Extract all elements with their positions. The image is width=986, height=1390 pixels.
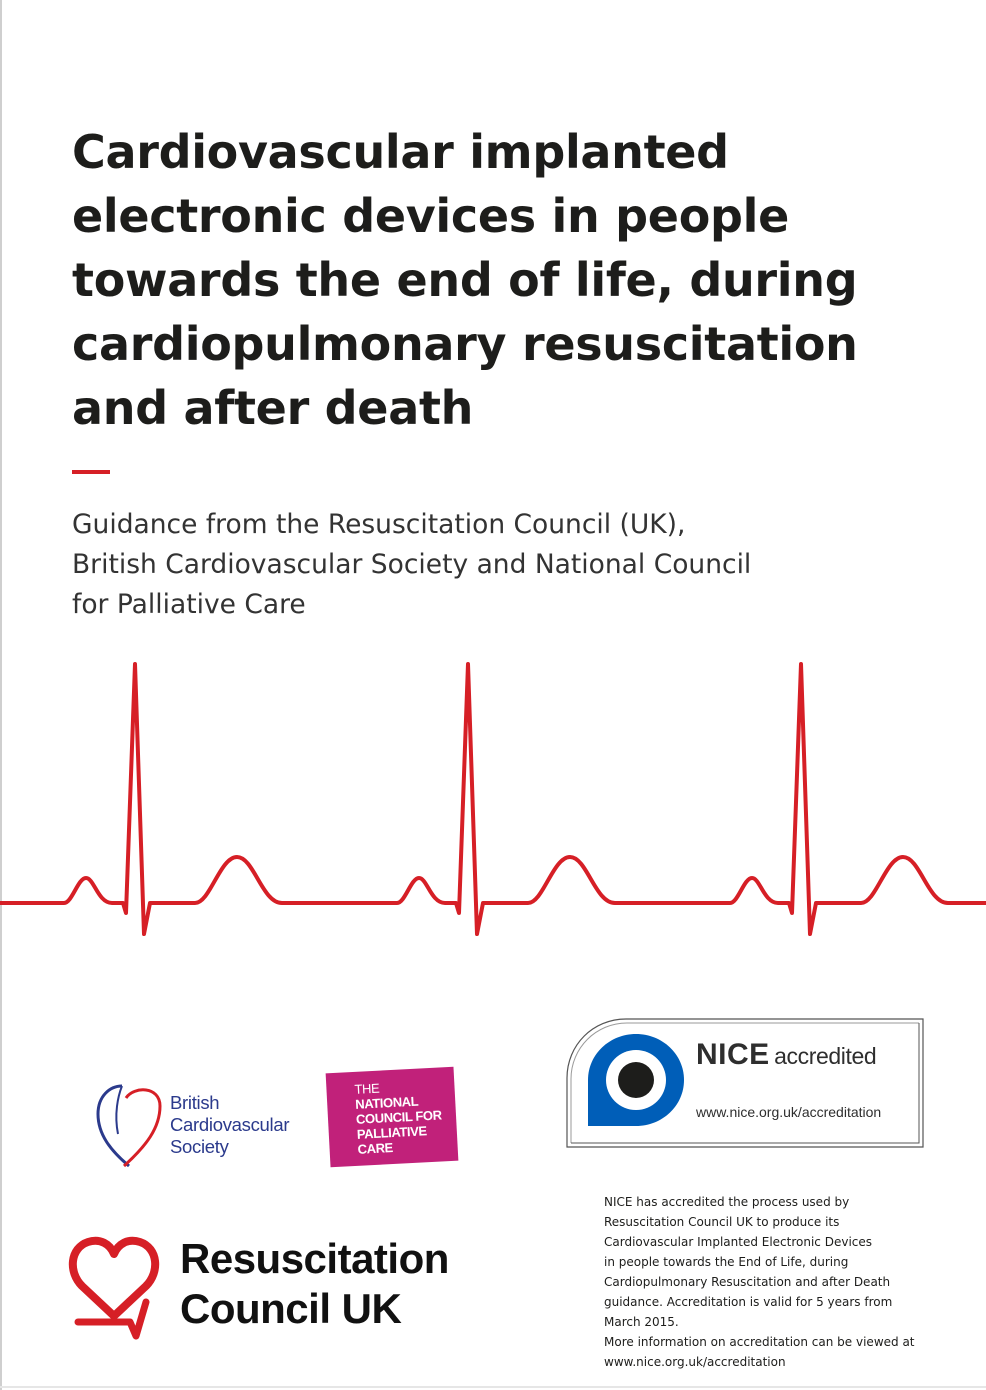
bcs-wordmark bbox=[170, 1092, 289, 1158]
subtitle-line: British Cardiovascular Society and National Council bbox=[72, 549, 752, 580]
resuscitation-council-logo bbox=[68, 1232, 508, 1342]
nice-accredited-word: accredited bbox=[774, 1043, 877, 1069]
nice-url: www.nice.org.uk/accreditation bbox=[696, 1104, 882, 1120]
note-line: www.nice.org.uk/accreditation bbox=[604, 1355, 786, 1369]
rc-line: Council UK bbox=[180, 1285, 402, 1332]
note-line: March 2015. bbox=[604, 1315, 679, 1329]
note-line: More information on accreditation can be viewed at bbox=[604, 1335, 915, 1349]
accreditation-note bbox=[604, 1192, 944, 1372]
note-line: NICE has accredited the process used by bbox=[604, 1195, 850, 1209]
subtitle-line: Guidance from the Resuscitation Council (UK), bbox=[72, 509, 686, 540]
nice-name: NICE bbox=[696, 1038, 770, 1071]
page-subtitle bbox=[72, 505, 952, 625]
nice-eye-icon bbox=[580, 1028, 690, 1128]
ncpc-line: PALLIATIVE bbox=[356, 1123, 428, 1142]
ecg-heartbeat-line bbox=[0, 650, 986, 950]
ncpc-logo bbox=[326, 1067, 459, 1168]
bcs-heart-icon bbox=[96, 1082, 166, 1172]
bcs-line: British bbox=[170, 1092, 220, 1113]
bcs-line: Cardiovascular bbox=[170, 1114, 290, 1135]
nice-title bbox=[696, 1038, 876, 1072]
note-line: guidance. Accreditation is valid for 5 years from bbox=[604, 1295, 893, 1309]
rc-line: Resuscitation bbox=[180, 1235, 449, 1282]
title-line: towards the end of life, during bbox=[72, 253, 858, 307]
title-line: cardiopulmonary resuscitation bbox=[72, 317, 858, 371]
title-divider bbox=[72, 470, 110, 474]
note-line: in people towards the End of Life, during bbox=[604, 1255, 849, 1269]
ncpc-line: COUNCIL FOR bbox=[355, 1107, 442, 1127]
rc-wordmark bbox=[180, 1234, 449, 1334]
bcs-logo bbox=[96, 1082, 306, 1172]
subtitle-line: for Palliative Care bbox=[72, 589, 306, 620]
nice-accredited-badge bbox=[566, 1018, 924, 1148]
ncpc-wordmark bbox=[354, 1077, 443, 1156]
title-line: and after death bbox=[72, 381, 474, 435]
title-line: Cardiovascular implanted bbox=[72, 125, 729, 179]
note-line: Cardiopulmonary Resuscitation and after Death bbox=[604, 1275, 891, 1289]
note-line: Resuscitation Council UK to produce its bbox=[604, 1215, 840, 1229]
page-bottom-rule bbox=[0, 1386, 986, 1388]
ncpc-line: THE bbox=[354, 1080, 380, 1097]
ncpc-line: NATIONAL bbox=[354, 1093, 419, 1112]
title-line: electronic devices in people bbox=[72, 189, 789, 243]
rc-heart-icon bbox=[68, 1232, 160, 1340]
note-line: Cardiovascular Implanted Electronic Devices bbox=[604, 1235, 873, 1249]
page-title bbox=[72, 120, 932, 440]
bcs-line: Society bbox=[170, 1136, 229, 1157]
ncpc-line: CARE bbox=[357, 1140, 394, 1157]
